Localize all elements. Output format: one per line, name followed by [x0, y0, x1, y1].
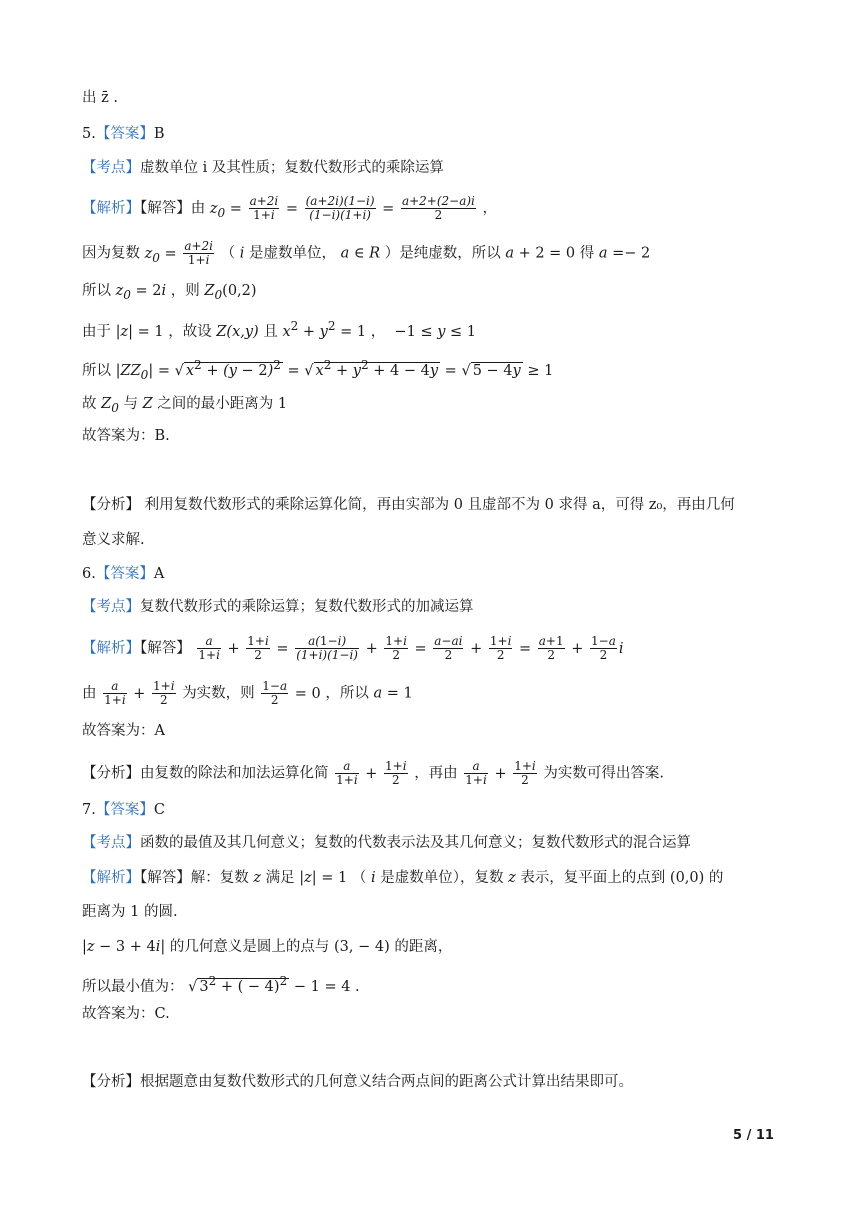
solution-line-5-6: [82, 394, 287, 418]
jiexi-tag: 【解析】: [82, 870, 140, 886]
solution-line-5-7: [82, 426, 170, 446]
text: ，故设: [168, 323, 212, 340]
formula: $Z_0$: [101, 396, 119, 415]
text: 为实数可得出答案.: [543, 765, 664, 782]
formula: z: [508, 870, 516, 886]
kaodian-text: 函数的最值及其几何意义；复数的代数表示法及其几何意义；复数代数形式的混合运算: [140, 835, 691, 851]
text: ，再由: [414, 765, 458, 782]
text: （: [351, 870, 367, 886]
fenxi-tag: 【分析】: [82, 1074, 140, 1090]
solution-line-6-1: [82, 635, 624, 662]
jiexi-tag: 【解析】: [82, 200, 140, 217]
text: 所以: [82, 283, 111, 299]
text: 是虚数单位，: [248, 245, 336, 262]
jiexi-tag: 【解析】: [82, 640, 140, 657]
analysis-line-5-2: [82, 530, 145, 550]
formula: i: [370, 870, 376, 886]
formula: $z_0 = 2i$: [115, 283, 167, 302]
text: 是虚数单位），复数: [380, 870, 504, 886]
fenxi-tag: 【分析】: [82, 497, 140, 513]
text-line: [82, 88, 118, 108]
solution-line-5-1: 【解析】【解答】由 $z_0$ = $\frac{a+2i}{1+i}$ = $\frac{(a+2i)(1-i)}{(1-i)(1+i)}$ = $\frac{a+2+(2-a)i}{2}$ ，: [82, 194, 497, 222]
jieda-tag: 【解答】: [140, 200, 191, 217]
formula: $\frac{a}{1+i}$ + $\frac{1+i}{2}$ = $\frac{a(1-i)}{(1+i)(1-i)}$ + $\frac{1+i}{2}$ = $\frac{a-ai}{2}$ + $\frac{1+i}{2}$ = $\frac{a+1}{2}$ + $\frac{1-a}{2}$ i: [198, 634, 624, 662]
question-number: 6.: [82, 566, 96, 582]
text: ）是纯虚数，所以: [384, 245, 501, 262]
kaodian-tag: 【考点】: [82, 599, 140, 615]
text: 故答案为：C.: [82, 1006, 170, 1022]
solution-line-5-3: [82, 281, 257, 305]
formula: a ∈ R: [340, 245, 381, 262]
text: 的距离，: [394, 939, 453, 955]
solution-line-6-2: [82, 680, 413, 707]
formula: $Z_0(0,2)$: [204, 283, 257, 302]
solution-line-5-4: [82, 316, 476, 342]
solution-line-5-5: [82, 355, 553, 385]
text: 距离为 1 的圆.: [82, 904, 178, 920]
text: 意义求解.: [82, 532, 145, 548]
question-number: 7.: [82, 802, 96, 818]
answer-line-5: [82, 124, 165, 144]
answer-line-7: [82, 800, 165, 820]
solution-line-7-3: [82, 937, 452, 957]
text: 因为复数: [82, 245, 140, 262]
jieda-tag: 【解答】: [140, 870, 191, 886]
answer-value: B: [153, 126, 165, 142]
formula: i: [239, 245, 245, 262]
text: 表示，复平面上的点到: [520, 870, 666, 886]
formula: √ $3^2$ + ( − 4)$^2$ − 1 = 4: [188, 974, 351, 995]
formula: −1 ≤ y ≤ 1: [394, 323, 477, 340]
formula: z: [253, 870, 261, 886]
solution-line-6-3: [82, 721, 165, 741]
kaodian-text: 复数代数形式的乘除运算；复数代数形式的加减运算: [140, 599, 474, 615]
text: 故答案为：B.: [82, 428, 170, 444]
kaodian-tag: 【考点】: [82, 835, 140, 851]
text: 解：复数: [190, 870, 249, 886]
text: 由: [82, 685, 97, 702]
text: ，: [370, 323, 386, 340]
text: 与: [123, 396, 138, 412]
text: 的几何意义是圆上的点与: [169, 939, 330, 955]
analysis-line-5-1: [82, 495, 735, 515]
formula: Z(x,y): [216, 323, 259, 340]
text: 满足: [265, 870, 295, 886]
formula: |z| = 1: [115, 323, 164, 340]
text: 由: [190, 200, 206, 217]
text: .: [355, 978, 360, 995]
text: 得: [579, 245, 595, 262]
analysis-line-6: [82, 760, 664, 787]
text: 由于: [82, 323, 111, 340]
solution-line-5-2: [82, 240, 650, 267]
fenxi-tag: 【分析】: [82, 765, 140, 782]
text: 故: [82, 396, 97, 412]
text: 所以: [82, 362, 111, 379]
solution-line-7-5: [82, 1004, 170, 1024]
kaodian-line-5: [82, 158, 444, 178]
text: 的: [708, 870, 724, 886]
text: 且: [263, 323, 278, 340]
text: 之间的最小距离为 1: [157, 396, 288, 412]
formula: $\frac{a}{1+i}$ + $\frac{1+i}{2}$: [104, 679, 175, 707]
formula: a =− 2: [598, 245, 651, 262]
text: 故答案为：A: [82, 723, 165, 739]
kaodian-text: 虚数单位 i 及其性质；复数代数形式的乘除运算: [140, 160, 444, 176]
text: 由复数的除法和加法运算化简: [140, 765, 329, 782]
formula: a + 2 = 0: [505, 245, 576, 262]
formula: $z_0$ = $\frac{a+2i}{1+i}$: [144, 239, 213, 267]
formula: $\frac{1-a}{2}$ = 0: [262, 679, 321, 707]
answer-value: A: [153, 566, 165, 582]
question-number: 5.: [82, 126, 96, 142]
solution-line-7-4: [82, 971, 360, 997]
analysis-line-7: [82, 1072, 633, 1092]
text: ，则: [170, 283, 200, 299]
kaodian-line-7: [82, 833, 691, 853]
kaodian-line-6: [82, 597, 474, 617]
text: 为实数，则: [182, 685, 255, 702]
text: 所以最小值为：: [82, 978, 184, 995]
text: （: [220, 245, 236, 262]
answer-line-6: [82, 564, 164, 584]
text: ，所以: [325, 685, 369, 702]
answer-tag: 【答案】: [95, 802, 154, 818]
formula: $\frac{a}{1+i}$ + $\frac{1+i}{2}$: [336, 759, 407, 787]
answer-tag: 【答案】: [95, 566, 154, 582]
jieda-tag: 【解答】: [140, 640, 191, 657]
formula: (0,0): [669, 870, 705, 886]
formula: Z: [142, 396, 153, 412]
formula: a = 1: [373, 685, 413, 702]
solution-line-7-2: [82, 902, 178, 922]
kaodian-tag: 【考点】: [82, 160, 140, 176]
text: 出 z̄ .: [82, 90, 118, 106]
formula: $\frac{a}{1+i}$ + $\frac{1+i}{2}$: [465, 759, 536, 787]
page-number: 5 / 11: [733, 1128, 774, 1143]
text: 根据题意由复数代数形式的几何意义结合两点间的距离公式计算出结果即可。: [140, 1074, 633, 1090]
answer-value: C: [153, 802, 165, 818]
formula: |z − 3 + 4i|: [82, 939, 166, 955]
formula: $|ZZ_0|$ = √ $x^2 + (y - 2)^2$ = √ $x^2 + y^2 + 4 - 4y$ = √ 5 − 4y ≥ 1: [115, 358, 554, 382]
solution-line-7-1: [82, 868, 723, 888]
answer-tag: 【答案】: [95, 126, 154, 142]
formula: $z_0$ = $\frac{a+2i}{1+i}$ = $\frac{(a+2i)(1-i)}{(1-i)(1+i)}$ = $\frac{a+2+(2-a)i}{2}$: [209, 194, 475, 222]
formula: $x^2 + y^2 = 1$: [282, 319, 367, 340]
formula: |z| = 1: [299, 870, 348, 886]
formula: (3, − 4): [333, 939, 390, 955]
text: 利用复数代数形式的乘除运算化简，再由实部为 0 且虚部不为 0 求得 a，可得 z₀，再由几何: [144, 497, 735, 513]
